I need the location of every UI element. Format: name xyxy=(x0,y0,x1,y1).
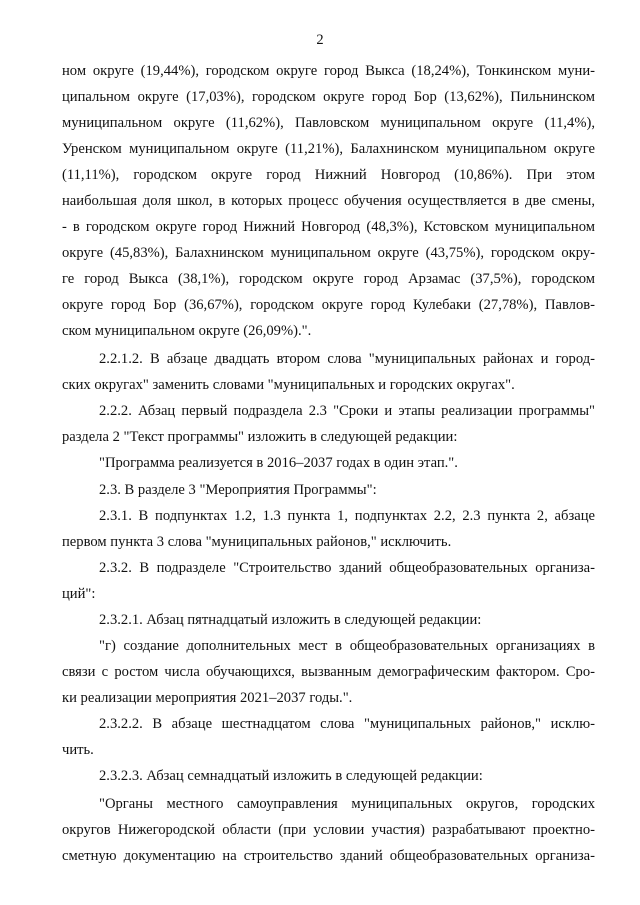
paragraph-first-line: 2.3.1. В подпунктах 1.2, 1.3 пункта 1, подпунктах 2.2, 2.3 пункта 2, абзаце xyxy=(99,508,595,524)
text-line: первом пункта 3 слова "муниципальных районов," исключить. xyxy=(62,534,452,550)
paragraph-first-line: 2.3.2.1. Абзац пятнадцатый изложить в следующей редакции: xyxy=(99,612,482,628)
text-line: связи с ростом числа обучающихся, вызванным демографическим фактором. Сро- xyxy=(62,664,595,680)
text-line: округе (45,83%), Балахнинском муниципальном округе (43,75%), городском окру- xyxy=(62,245,595,261)
text-line: ском муниципальном округе (26,09%).". xyxy=(62,323,312,339)
text-line: чить. xyxy=(62,742,94,758)
text-line: округов Нижегородской области (при условии участия) разрабатывают проектно- xyxy=(62,822,595,838)
text-line: ном округе (19,44%), городском округе город Выкса (18,24%), Тонкинском муни- xyxy=(62,63,595,79)
text-line: округе город Бор (36,67%), городском округе город Кулебаки (27,78%), Павлов- xyxy=(62,297,595,313)
page-number: 2 xyxy=(316,32,324,48)
paragraph-first-line: 2.3.2.2. В абзаце шестнадцатом слова "муниципальных районов," исклю- xyxy=(99,716,595,732)
text-line: ге город Выкса (38,1%), городском округе город Арзамас (37,5%), городском xyxy=(62,271,595,287)
paragraph-first-line: "Органы местного самоуправления муниципальных округов, городских xyxy=(99,796,595,812)
text-line: ских округах" заменить словами "муниципальных и городских округах". xyxy=(62,377,515,393)
paragraph-first-line: 2.3. В разделе 3 "Мероприятия Программы": xyxy=(99,482,377,498)
paragraph-first-line: "г) создание дополнительных мест в общеобразовательных организациях в xyxy=(99,638,595,654)
text-line: ций": xyxy=(62,586,96,602)
paragraph-first-line: 2.3.2.3. Абзац семнадцатый изложить в следующей редакции: xyxy=(99,768,483,784)
text-line: Уренском муниципальном округе (11,21%), Балахнинском муниципальном округе xyxy=(62,141,595,157)
paragraph-first-line: 2.3.2. В подразделе "Строительство зданий общеобразовательных организа- xyxy=(99,560,595,576)
text-line: ципальном округе (17,03%), городском округе город Бор (13,62%), Пильнинском xyxy=(62,89,595,105)
text-line: - в городском округе город Нижний Новгород (48,3%), Кстовском муниципальном xyxy=(62,219,595,235)
paragraph-first-line: "Программа реализуется в 2016–2037 годах в один этап.". xyxy=(99,455,458,471)
text-line: наибольшая доля школ, в которых процесс обучения осуществляется в две смены, xyxy=(62,193,595,209)
paragraph-first-line: 2.2.1.2. В абзаце двадцать втором слова "муниципальных районах и город- xyxy=(99,351,595,367)
text-line: (11,11%), городском округе город Нижний Новгород (10,86%). При этом xyxy=(62,167,595,183)
text-line: муниципальном округе (11,62%), Павловском муниципальном округе (11,4%), xyxy=(62,115,595,131)
text-line: ки реализации мероприятия 2021–2037 годы.". xyxy=(62,690,353,706)
paragraph-first-line: 2.2.2. Абзац первый подраздела 2.3 "Сроки и этапы реализации программы" xyxy=(99,403,595,419)
text-line: сметную документацию на строительство зданий общеобразовательных организа- xyxy=(62,848,595,864)
text-line: раздела 2 "Текст программы" изложить в следующей редакции: xyxy=(62,429,458,445)
